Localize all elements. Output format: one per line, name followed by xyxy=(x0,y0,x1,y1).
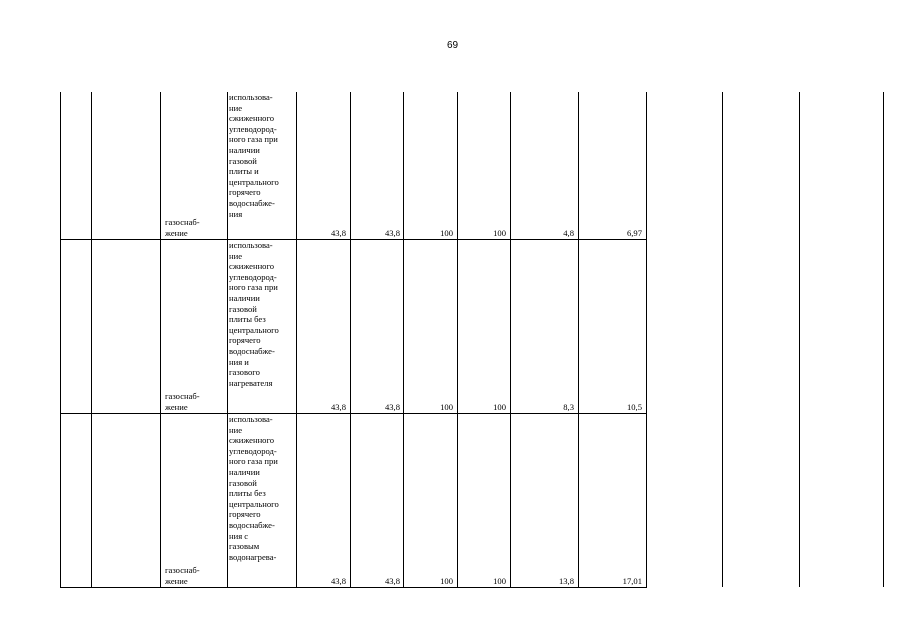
description-cell: использова- ние сжиженного углеводород- ного газа при наличии газовой плиты без центрального горячего водоснабже- ния и газового нагревателя xyxy=(229,240,279,388)
column-divider xyxy=(160,92,161,587)
page-number: 69 xyxy=(446,40,459,51)
description-cell: использова- ние сжиженного углеводород- ного газа при наличии газовой плиты без центрального горячего водоснабже- ния с газовым водонагрева- xyxy=(229,414,279,562)
value-cell: 17,01 xyxy=(622,576,642,586)
value-cell: 43,8 xyxy=(330,576,346,586)
value-cell: 43,8 xyxy=(384,402,400,412)
value-cell: 100 xyxy=(493,576,506,586)
service-cell: газоснаб- жение xyxy=(165,217,200,238)
value-cell: 100 xyxy=(440,402,453,412)
value-cell: 4,8 xyxy=(563,228,574,238)
column-divider xyxy=(91,92,92,587)
value-cell: 13,8 xyxy=(558,576,574,586)
value-cell: 100 xyxy=(440,228,453,238)
service-cell: газоснаб- жение xyxy=(165,565,200,586)
value-cell: 6,97 xyxy=(626,228,642,238)
column-divider xyxy=(296,92,297,587)
column-divider xyxy=(510,92,511,587)
value-cell: 43,8 xyxy=(384,228,400,238)
value-cell: 100 xyxy=(493,228,506,238)
table-border-left xyxy=(60,92,61,587)
value-cell: 100 xyxy=(493,402,506,412)
column-divider xyxy=(799,92,800,587)
value-cell: 8,3 xyxy=(563,402,574,412)
value-cell: 100 xyxy=(440,576,453,586)
row-divider xyxy=(60,413,647,414)
row-divider xyxy=(60,239,647,240)
value-cell: 43,8 xyxy=(384,576,400,586)
column-divider xyxy=(403,92,404,587)
value-cell: 10,5 xyxy=(626,402,642,412)
service-cell: газоснаб- жение xyxy=(165,391,200,412)
table-border-bottom xyxy=(60,587,647,588)
column-divider xyxy=(578,92,579,587)
column-divider xyxy=(646,92,647,587)
column-divider xyxy=(457,92,458,587)
column-divider xyxy=(722,92,723,587)
value-cell: 43,8 xyxy=(330,228,346,238)
description-cell: использова- ние сжиженного углеводород- ного газа при наличии газовой плиты и центрального горячего водоснабже- ния xyxy=(229,92,279,219)
table-border-right xyxy=(883,92,884,587)
column-divider xyxy=(227,92,228,587)
value-cell: 43,8 xyxy=(330,402,346,412)
column-divider xyxy=(350,92,351,587)
